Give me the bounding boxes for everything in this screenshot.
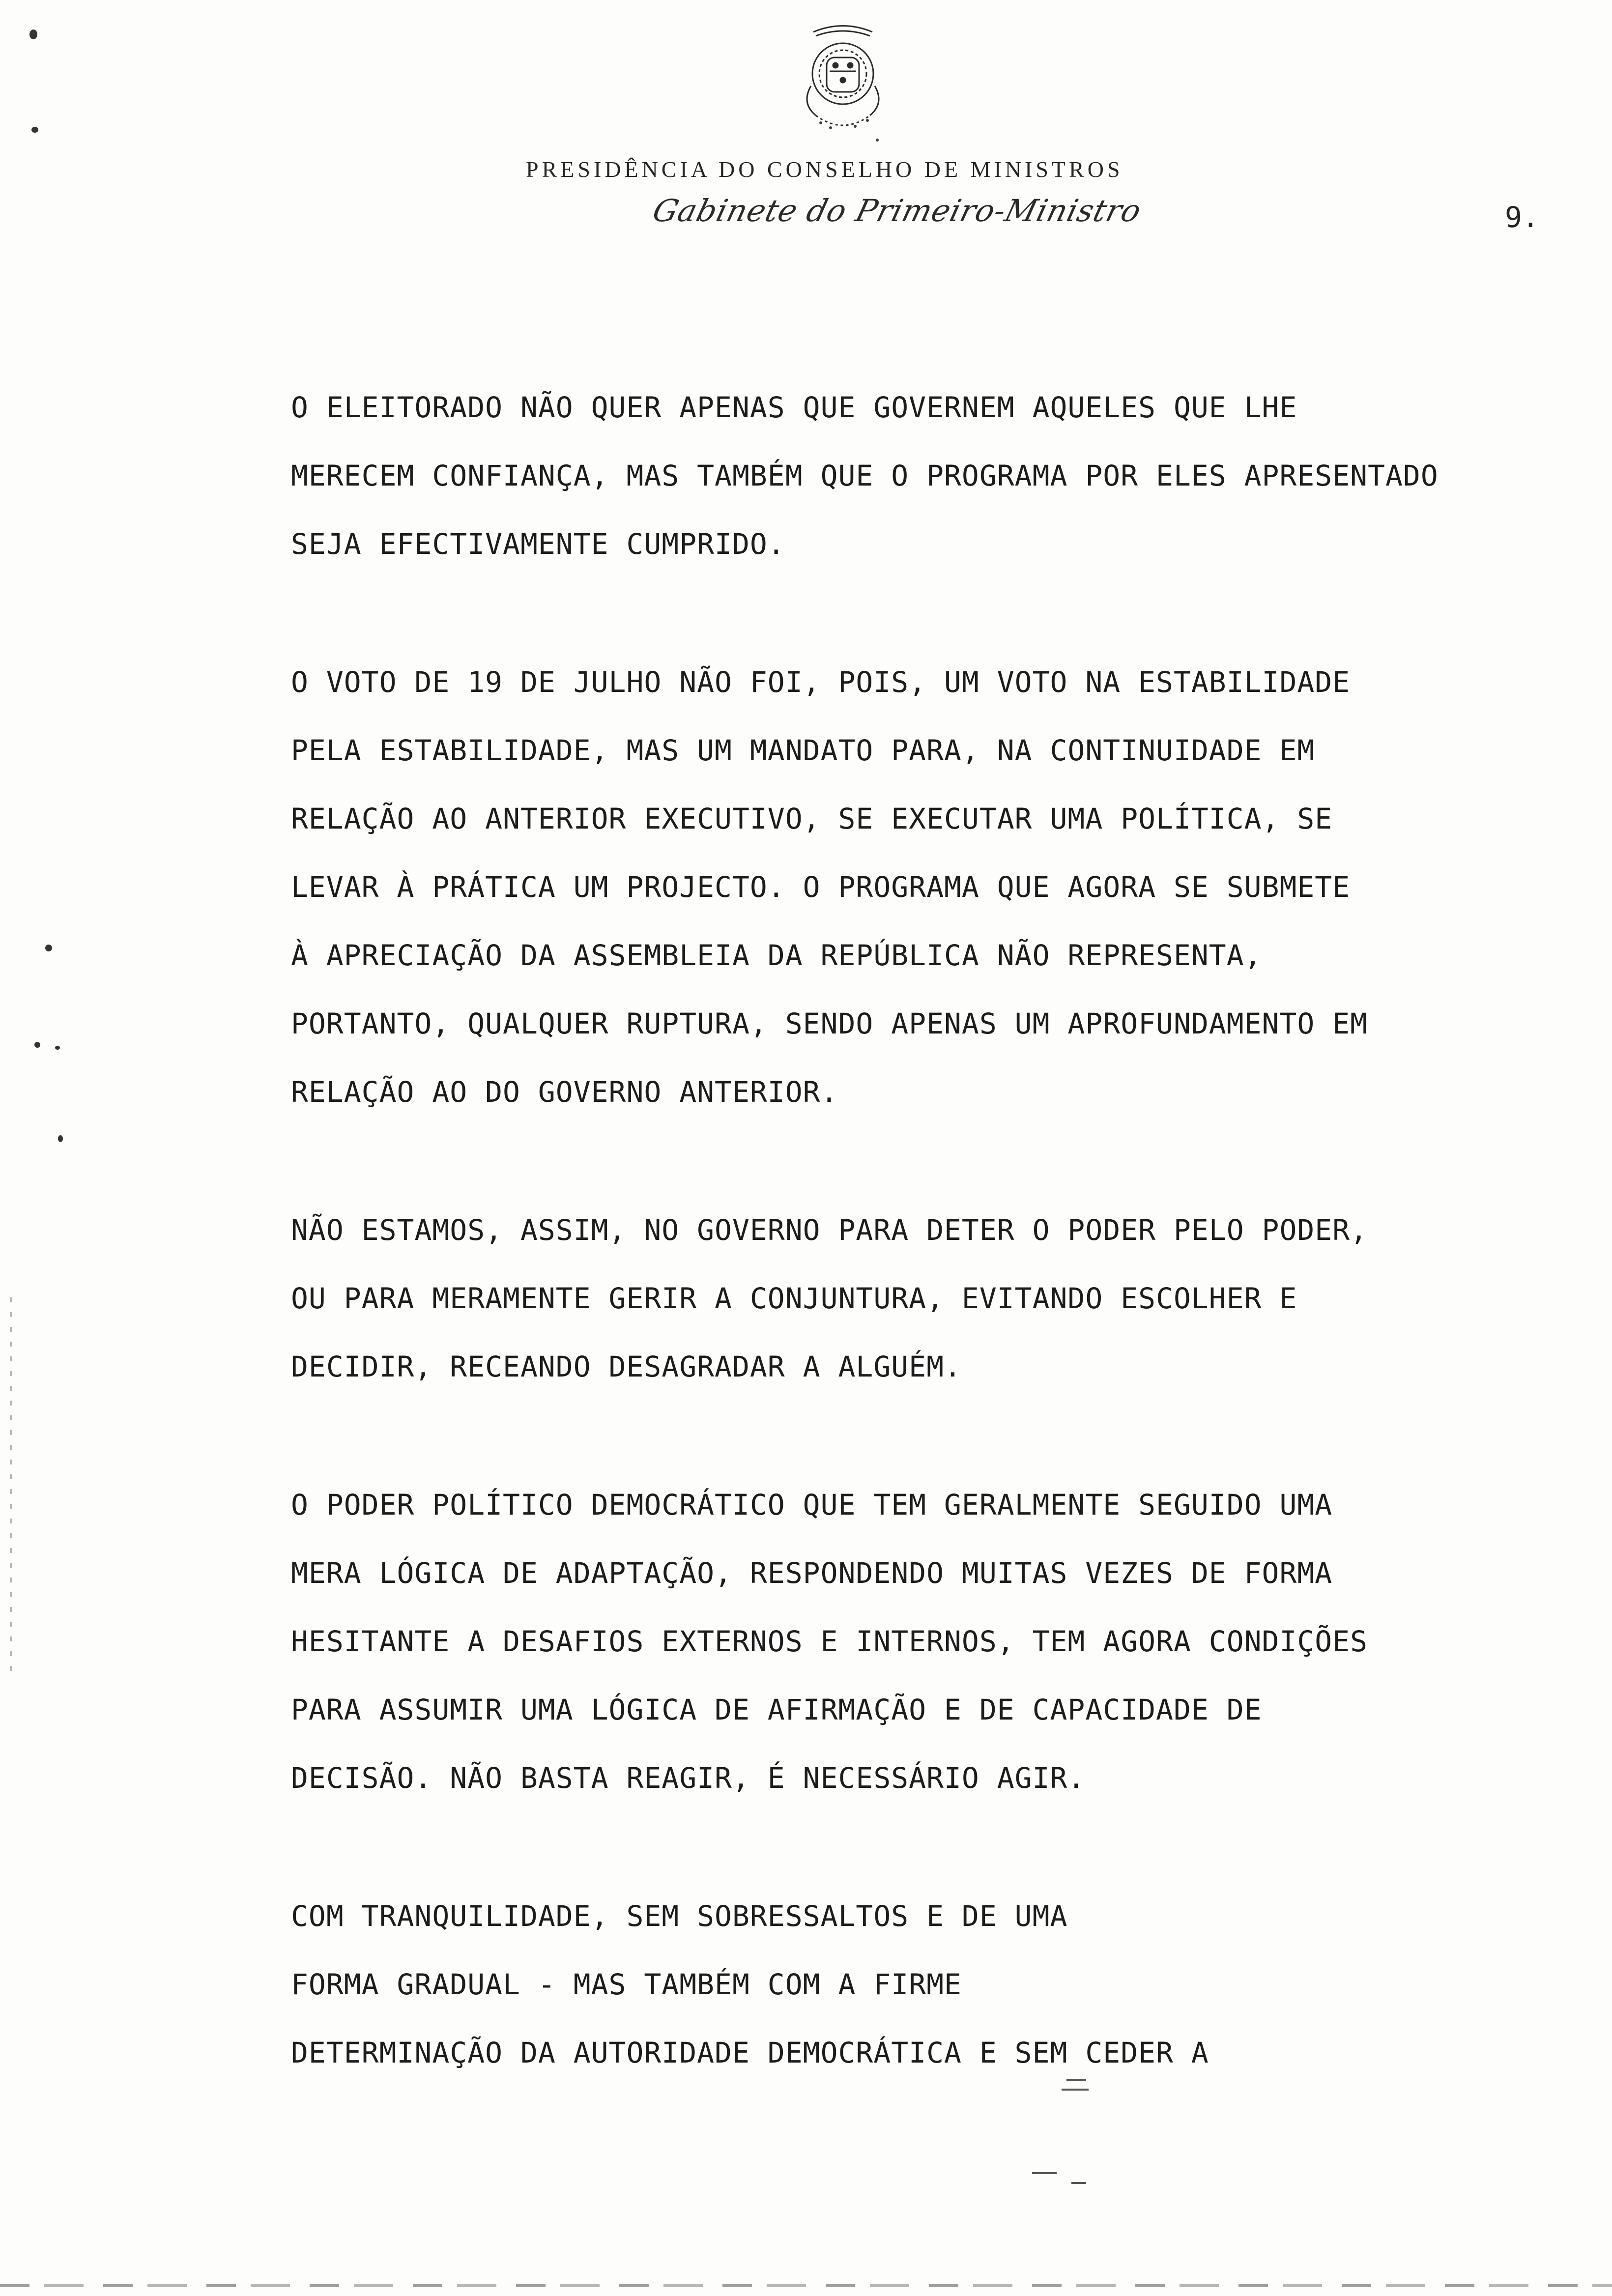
text-line: O ELEITORADO NÃO QUER APENAS QUE GOVERNEM AQUELES QUE LHE: [291, 391, 1297, 424]
header-subtitle-handwritten: Gabinete do Primeiro-Ministro: [649, 193, 1145, 229]
text-line: RELAÇÃO AO DO GOVERNO ANTERIOR.: [291, 1075, 838, 1109]
coat-of-arms-emblem: [786, 22, 899, 145]
text-line: MERECEM CONFIANÇA, MAS TAMBÉM QUE O PROGRAMA POR ELES APRESENTADO: [291, 459, 1439, 492]
header-title: PRESIDÊNCIA DO CONSELHO DE MINISTROS: [526, 157, 1123, 182]
scan-speck: [55, 1046, 60, 1050]
text-line: DETERMINAÇÃO DA AUTORIDADE DEMOCRÁTICA E SEM CEDER A: [291, 2036, 1209, 2069]
scan-speck: [58, 1135, 63, 1142]
text-line: PARA ASSUMIR UMA LÓGICA DE AFIRMAÇÃO E DE CAPACIDADE DE: [291, 1693, 1262, 1726]
text-line: À APRECIAÇÃO DA ASSEMBLEIA DA REPÚBLICA NÃO REPRESENTA,: [291, 939, 1262, 972]
document-body: [291, 373, 1579, 2157]
scan-mark: [1066, 2079, 1086, 2081]
text-line: OU PARA MERAMENTE GERIR A CONJUNTURA, EVITANDO ESCOLHER E: [291, 1282, 1297, 1315]
scan-speck: [34, 1042, 40, 1048]
scan-speck: [31, 127, 38, 133]
text-line: MERA LÓGICA DE ADAPTAÇÃO, RESPONDENDO MUITAS VEZES DE FORMA: [291, 1556, 1333, 1590]
text-line: NÃO ESTAMOS, ASSIM, NO GOVERNO PARA DETER O PODER PELO PODER,: [291, 1213, 1368, 1247]
scan-mark: [1062, 2089, 1089, 2091]
text-line: SEJA EFECTIVAMENTE CUMPRIDO.: [291, 527, 785, 561]
text-line: DECISÃO. NÃO BASTA REAGIR, É NECESSÁRIO AGIR.: [291, 1761, 1086, 1795]
text-line: PELA ESTABILIDADE, MAS UM MANDATO PARA, NA CONTINUIDADE EM: [291, 734, 1315, 767]
text-line: PORTANTO, QUALQUER RUPTURA, SENDO APENAS UM APROFUNDAMENTO EM: [291, 1007, 1368, 1040]
paragraph: [291, 1882, 1579, 2087]
paragraph: [291, 648, 1579, 1126]
text-line: FORMA GRADUAL - MAS TAMBÉM COM A FIRME: [291, 1968, 962, 2001]
scan-edge: [10, 1297, 12, 1671]
text-line: O VOTO DE 19 DE JULHO NÃO FOI, POIS, UM VOTO NA ESTABILIDADE: [291, 665, 1351, 699]
page-number: 9.: [1505, 201, 1539, 234]
scan-mark: [1071, 2182, 1086, 2184]
scan-edge-bottom: [0, 2284, 1612, 2287]
text-line: DECIDIR, RECEANDO DESAGRADAR A ALGUÉM.: [291, 1350, 962, 1383]
scan-speck: [29, 29, 37, 39]
text-line: COM TRANQUILIDADE, SEM SOBRESSALTOS E DE UMA: [291, 1899, 1068, 1933]
text-line: RELAÇÃO AO ANTERIOR EXECUTIVO, SE EXECUTAR UMA POLÍTICA, SE: [291, 802, 1333, 835]
text-line: LEVAR À PRÁTICA UM PROJECTO. O PROGRAMA QUE AGORA SE SUBMETE: [291, 870, 1351, 904]
text-line: HESITANTE A DESAFIOS EXTERNOS E INTERNOS, TEM AGORA CONDIÇÕES: [291, 1625, 1368, 1658]
paragraph: [291, 373, 1579, 578]
scan-speck: [45, 945, 52, 951]
scan-mark: [1032, 2172, 1057, 2174]
text-line: O PODER POLÍTICO DEMOCRÁTICO QUE TEM GERALMENTE SEGUIDO UMA: [291, 1488, 1333, 1521]
paragraph: [291, 1471, 1579, 1812]
paragraph: [291, 1196, 1579, 1401]
